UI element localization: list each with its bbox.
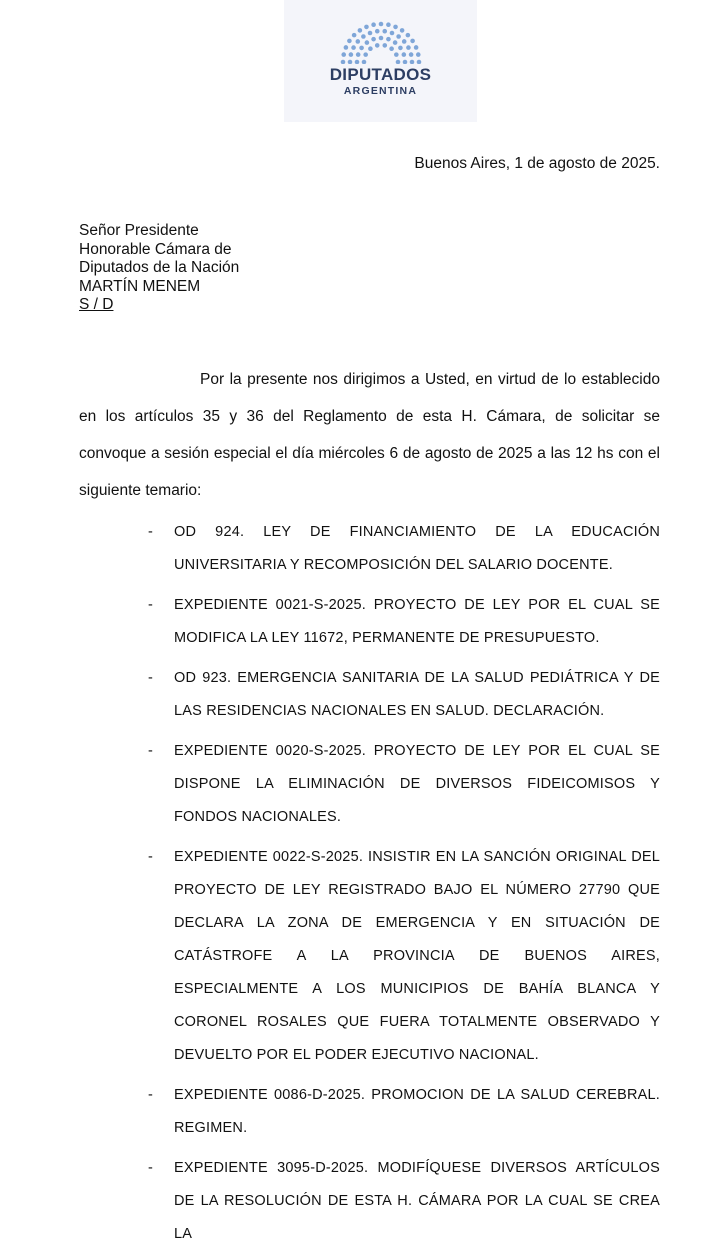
bullet-dash: -: [148, 1160, 154, 1176]
seat-dot: [408, 52, 413, 57]
seat-dot: [368, 46, 373, 51]
seat-dot: [371, 22, 376, 27]
date-line: Buenos Aires, 1 de agosto de 2025.: [414, 155, 660, 172]
agenda-item: [148, 1152, 660, 1251]
seat-dot: [367, 31, 372, 36]
seat-dot: [382, 43, 387, 48]
seat-dot: [406, 45, 411, 50]
seat-dot: [355, 39, 360, 44]
seat-dot: [396, 34, 401, 39]
bullet-dash: -: [148, 670, 154, 686]
seat-dot: [405, 33, 410, 38]
agenda-item-text: OD 923. EMERGENCIA SANITARIA DE LA SALUD PEDIÁTRICA Y DE LAS RESIDENCIAS NACIONALES EN SALUD. DECLARACIÓN.: [174, 670, 660, 719]
seat-dot: [392, 40, 397, 45]
seat-dot: [386, 22, 391, 27]
seat-dot: [394, 52, 399, 57]
seat-dot: [416, 60, 421, 64]
seat-dot: [401, 39, 406, 44]
seat-dot: [378, 22, 383, 27]
letterhead-logo: [284, 0, 477, 122]
seat-dot: [389, 46, 394, 51]
seat-dot: [371, 37, 376, 42]
seat-dot: [354, 60, 359, 64]
chamber-arc-icon: [336, 20, 426, 64]
logo-title: DIPUTADOS: [329, 65, 432, 84]
addressee-line: MARTÍN MENEM: [79, 277, 201, 295]
seat-dot: [382, 29, 387, 34]
seat-dot: [341, 52, 346, 57]
seat-dot: [347, 39, 352, 44]
seat-dot: [386, 37, 391, 42]
seat-dot: [355, 52, 360, 57]
seat-dot: [357, 28, 362, 33]
seat-dot: [351, 45, 356, 50]
agenda-item-text: OD 924. LEY DE FINANCIAMIENTO DE LA EDUCACIÓN UNIVERSITARIA Y RECOMPOSICIÓN DEL SALARIO DOCENTE.: [174, 524, 660, 573]
bullet-dash: -: [148, 743, 154, 759]
bullet-dash: -: [148, 524, 154, 540]
intro-paragraph: Por la presente nos dirigimos a Usted, en virtud de lo establecido en los artículos 35 y 36 del Reglamento de esta H. Cámara, de solicitar se convoque a sesión especial el día miércoles 6 de agosto de 2025 a las 12 hs con el siguiente temario:: [79, 371, 660, 499]
seat-dot: [361, 60, 366, 64]
bullet-dash: -: [148, 1087, 154, 1103]
agenda-item: [148, 589, 660, 655]
agenda-item: [148, 841, 660, 1072]
agenda-item: [148, 662, 660, 728]
agenda-list: [148, 516, 660, 1258]
seat-dot: [347, 60, 352, 64]
seat-dot: [415, 52, 420, 57]
seat-dot: [351, 33, 356, 38]
bullet-dash: -: [148, 597, 154, 613]
agenda-item-text: EXPEDIENTE 0020-S-2025. PROYECTO DE LEY POR EL CUAL SE DISPONE LA ELIMINACIÓN DE DIVERSOS FIDEICOMISOS Y FONDOS NACIONALES.: [174, 743, 660, 825]
agenda-item-text: EXPEDIENTE 0021-S-2025. PROYECTO DE LEY POR EL CUAL SE MODIFICA LA LEY 11672, PERMANENTE DE PRESUPUESTO.: [174, 597, 660, 646]
seat-dot: [401, 52, 406, 57]
addressee-line: Honorable Cámara de: [79, 240, 232, 258]
seat-dot: [364, 40, 369, 45]
agenda-item-text: EXPEDIENTE 0086-D-2025. PROMOCION DE LA SALUD CEREBRAL. REGIMEN.: [174, 1087, 660, 1136]
addressee-line: Diputados de la Nación: [79, 259, 240, 276]
agenda-item: [148, 735, 660, 834]
addressee-sd: S / D: [79, 296, 114, 313]
seat-dot: [348, 52, 353, 57]
seat-dot: [393, 25, 398, 30]
seat-dot: [361, 34, 366, 39]
seat-dot: [378, 36, 383, 41]
seat-dot: [398, 46, 403, 51]
seat-dot: [410, 39, 415, 44]
seat-dot: [395, 60, 400, 64]
bullet-dash: -: [148, 849, 154, 865]
seat-dot: [374, 43, 379, 48]
seat-dot: [413, 45, 418, 50]
seat-dot: [402, 60, 407, 64]
seat-dot: [374, 29, 379, 34]
agenda-item-text: EXPEDIENTE 0022-S-2025. INSISTIR EN LA SANCIÓN ORIGINAL DEL PROYECTO DE LEY REGISTRADO BAJO EL NÚMERO 27790 QUE DECLARA LA ZONA DE EMERGENCIA Y EN SITUACIÓN DE CATÁSTROFE A LA PROVINCIA DE BUENOS AIRES, ESPECIALMENTE A LOS MUNICIPIOS DE BAHÍA BLANCA Y CORONEL ROSALES QUE FUERA TOTALMENTE OBSERVADO Y DEVUELTO POR EL PODER EJECUTIVO NACIONAL.: [174, 849, 660, 1063]
logo-subtitle: ARGENTINA: [343, 85, 418, 97]
seat-dot: [389, 31, 394, 36]
seat-dot: [364, 25, 369, 30]
agenda-item: [148, 1079, 660, 1145]
seat-dot: [409, 60, 414, 64]
seat-dot: [363, 52, 368, 57]
agenda-item-text: EXPEDIENTE 3095-D-2025. MODIFÍQUESE DIVERSOS ARTÍCULOS DE LA RESOLUCIÓN DE ESTA H. CÁMARA POR LA CUAL SE CREA LA: [174, 1160, 660, 1242]
seat-dot: [359, 46, 364, 51]
agenda-item: [148, 516, 660, 582]
seat-dot: [340, 60, 345, 64]
seat-dot: [343, 45, 348, 50]
addressee-line: Señor Presidente: [79, 222, 199, 239]
seat-dot: [399, 28, 404, 33]
addressee-block: [79, 222, 239, 315]
